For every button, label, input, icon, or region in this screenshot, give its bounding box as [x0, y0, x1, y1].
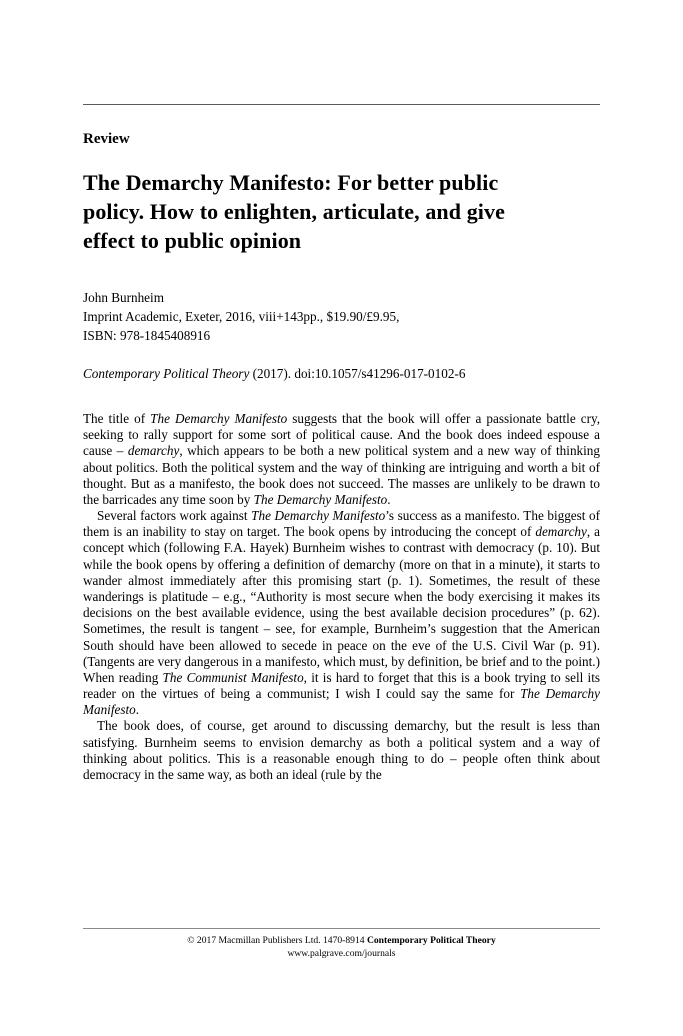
- copyright-text: © 2017 Macmillan Publishers Ltd. 1470-8914: [187, 935, 367, 946]
- review-paragraph-2: Several factors work against The Demarchy Manifesto’s success as a manifesto. The biggest of them is an inability to stay on target. The book opens by introducing the concept of demarchy, a concept which (following F.A. Hayek) Burnheim wishes to contrast with democracy (p. 10). But while the book opens by offering a definition of demarchy (more on that in a minute), it starts to wander almost immediately after this promising start (p. 1). Sometimes, the result of these wanderings is platitude – e.g., “Authority is most secure when the body exercising it makes its decisions on the best available evidence, using the best available decision procedures” (p. 62). Sometimes, the result is tangent – see, for example, Burnheim’s suggestion that the American South should have been allowed to secede in peace on the eve of the U.S. Civil War (p. 91). (Tangents are very dangerous in a manifesto, which must, by definition, be brief and to the point.) When reading The Communist Manifesto, it is hard to forget that this is a book trying to sell its reader on the virtues of being a communist; I wish I could say the same for The Demarchy Manifesto.: [83, 508, 601, 718]
- section-label: Review: [83, 131, 130, 147]
- title-line-2: policy. How to enlighten, articulate, and give: [83, 199, 505, 225]
- book-info-block: [83, 288, 600, 345]
- footer-journal-name: Contemporary Political Theory: [366, 935, 496, 946]
- citation-doi: (2017). doi:10.1057/s41296-017-0102-6: [249, 366, 466, 382]
- citation-line: [83, 366, 600, 382]
- review-body: [83, 411, 600, 783]
- article-title: [83, 168, 600, 255]
- author-name: John Burnheim: [83, 290, 164, 306]
- copyright-line: [83, 935, 600, 948]
- footer-url: www.palgrave.com/journals: [287, 947, 396, 959]
- journal-name: Contemporary Political Theory: [83, 366, 250, 382]
- review-paragraph-3: The book does, of course, get around to discussing demarchy, but the result is less than satisfying. Burnheim seems to envision demarchy as both a political system and a way of thinking about politics. This is a reasonable enough thing to do – people often think about democracy in the same way, as both an ideal (rule by the: [83, 718, 600, 782]
- page-footer: [83, 928, 600, 961]
- title-line-1: The Demarchy Manifesto: For better public: [83, 170, 499, 195]
- isbn-line: ISBN: 978-1845408916: [83, 328, 211, 344]
- review-paragraph-1: The title of The Demarchy Manifesto suggests that the book will offer a passionate battle cry, seeking to rally support for some sort of political cause. And the book does indeed espouse a cause – demarchy, which appears to be both a new political system and a new way of thinking about politics. Both the political system and the way of thinking are intriguing and worth a bit of thought. But as a manifesto, the book does not succeed. The masses are unlikely to be drawn to the barricades any time soon by The Demarchy Manifesto.: [83, 411, 601, 507]
- title-line-3: effect to public opinion: [83, 228, 302, 254]
- top-rule: [83, 104, 600, 105]
- imprint-line: Imprint Academic, Exeter, 2016, viii+143pp., $19.90/£9.95,: [83, 309, 400, 325]
- footer-rule: [83, 928, 600, 929]
